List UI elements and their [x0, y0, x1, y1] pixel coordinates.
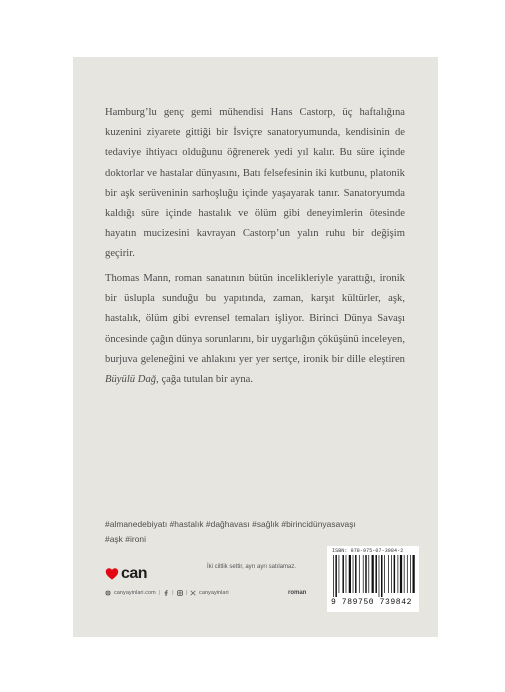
barcode-bar [372, 555, 374, 593]
barcode-bar [349, 555, 351, 593]
barcode-bar [339, 555, 340, 593]
barcode-number: 9 789750 739842 [331, 598, 413, 607]
hashtags-line-1: #almanedebiyatı #hastalık #dağhavası #sağlık #birincidünyasavaşı [105, 519, 356, 529]
facebook-icon[interactable] [163, 590, 169, 596]
barcode-bar [335, 555, 337, 597]
hashtags-line-2: #aşk #ironi [105, 534, 147, 544]
barcode-bar [407, 555, 408, 593]
divider: | [158, 590, 161, 596]
publisher-contact [105, 590, 229, 596]
barcode-bar [388, 555, 389, 593]
barcode-bar [353, 555, 354, 593]
barcode-bar [363, 555, 364, 593]
synopsis-paragraph-2-text: Thomas Mann, roman sanatının bütün incelikleriyle yarattığı, ironik bir üslupla sunduğu bu yapıtında, zaman, karşıt kültürler, aşk, hastalık, ölüm gibi evrensel temaları işliyor. Birinci Dünya Savaşı öncesinde çağın dünya sorunlarını, bir uygarlığın çöküşünü inceleyen, burjuva geleneğini ve ahlakını yer yer sertçe, ironik bir dille eleştiren [105, 273, 405, 365]
barcode-bar [359, 555, 360, 593]
barcode-bar [413, 555, 415, 593]
barcode-bar [379, 555, 380, 597]
website-link[interactable]: canyayinlari.com [114, 590, 156, 596]
barcode-bar [365, 555, 367, 593]
book-title-italic: Büyülü Dağ [105, 374, 157, 386]
barcode-icon [332, 555, 416, 597]
divider: | [185, 590, 188, 596]
barcode-bar [342, 555, 344, 593]
publisher-logo [105, 565, 147, 583]
barcode-bar [355, 555, 357, 593]
isbn-label: ISBN: 978-975-07-3984-2 [332, 548, 404, 554]
barcode-bar [404, 555, 405, 593]
barcode-bar [400, 555, 402, 593]
synopsis-paragraph-2 [105, 269, 405, 390]
barcode-bar [375, 555, 377, 593]
book-back-cover [73, 57, 438, 637]
instagram-icon[interactable] [177, 590, 183, 596]
globe-icon [105, 590, 111, 596]
barcode-bar [333, 555, 334, 597]
barcode-bar [391, 555, 392, 593]
synopsis-paragraph-2-end: , çağa tutulan bir ayna. [156, 374, 254, 386]
barcode-bar [410, 555, 411, 593]
x-twitter-icon[interactable] [190, 590, 196, 596]
barcode-bar [368, 555, 369, 593]
social-handle[interactable]: canyayinlari [199, 590, 229, 596]
synopsis-paragraph-1: Hamburg’lu genç gemi mühendisi Hans Castorp, üç haftalığına kuzenini ziyarete gittiği bir İsviçre sanatoryumunda, kendisinin de tedaviye ihtiyacı olduğunu öğrenerek yedi yıl kalır. Bu süre içinde doktorlar ve hastalar dünyasını, Batı felsefesinin iki kutbunu, platonik bir aşk serüveninin sarhoşluğu içinde yaşayarak tanır. Sanatoryumda kaldığı süre içinde hastalık ve ölüm gibi deneyimlerin ötesinde hayatın mucizesini kavrayan Castorp’un yalın ruhu bir değişim geçirir. [105, 107, 405, 260]
set-notice: İki ciltlik settir, ayrı ayrı satılamaz. [207, 564, 297, 570]
barcode-bar [384, 555, 385, 593]
category-label: roman [288, 590, 307, 596]
barcode-bar [398, 555, 399, 593]
barcode-bar [381, 555, 383, 597]
barcode-bar [346, 555, 347, 593]
publisher-logo-text: can [121, 565, 148, 582]
heart-icon [105, 567, 119, 581]
hashtags [105, 517, 415, 547]
divider: | [172, 590, 174, 596]
barcode-box [327, 546, 419, 612]
barcode-bar [394, 555, 396, 593]
